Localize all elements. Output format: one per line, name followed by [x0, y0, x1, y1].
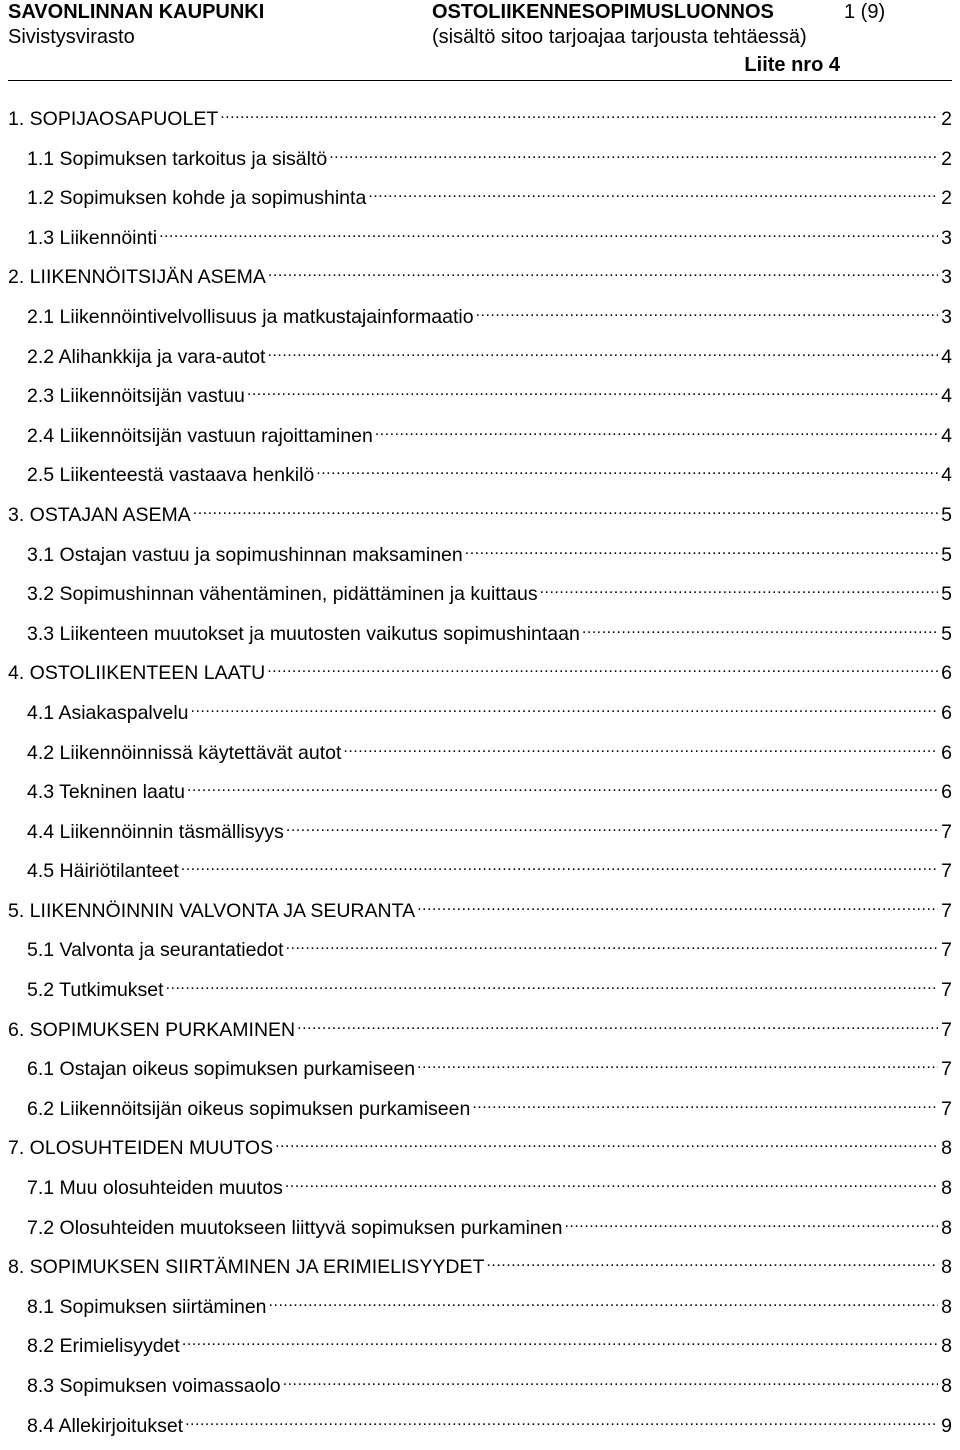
attachment-label: Liite nro 4: [744, 54, 840, 76]
toc-entry-title: 4.5 Häiriötilanteet: [27, 860, 179, 883]
toc-dot-leader: [486, 1253, 938, 1273]
toc-entry[interactable]: [8, 144, 952, 184]
toc-dot-leader: [181, 857, 938, 877]
toc-entry-title: 2.3 Liikennöitsijän vastuu: [27, 385, 245, 408]
toc-entry-page: 8: [941, 1375, 952, 1397]
toc-entry-page: 8: [941, 1256, 952, 1279]
toc-entry-title: 8.4 Allekirjoitukset: [27, 1414, 184, 1437]
toc-entry-page: 4: [941, 345, 952, 368]
toc-dot-leader: [286, 936, 938, 956]
toc-entry-title: 3. OSTAJAN ASEMA: [8, 503, 191, 526]
toc-dot-leader: [247, 382, 938, 402]
toc-entry-page: 6: [941, 701, 952, 724]
toc-dot-leader: [476, 303, 938, 323]
toc-entry-page: 5: [941, 583, 952, 606]
toc-entry-page: 4: [941, 385, 952, 408]
toc-entry-page: 2: [941, 147, 952, 170]
toc-entry-title: 6.1 Ostajan oikeus sopimuksen purkamiseen: [27, 1058, 416, 1081]
toc-entry-title: 7. OLOSUHTEIDEN MUUTOS: [8, 1137, 274, 1160]
toc-entry-title: 5.2 Tutkimukset: [27, 979, 164, 1002]
toc-dot-leader: [267, 343, 938, 363]
toc-entry-page: 2: [941, 108, 952, 130]
toc-entry[interactable]: [8, 1094, 952, 1134]
toc-entry-page: 4: [941, 464, 952, 487]
toc-dot-leader: [187, 778, 938, 798]
toc-entry[interactable]: [8, 1292, 952, 1332]
toc-entry-page: 8: [941, 1216, 952, 1239]
toc-entry[interactable]: [8, 342, 952, 382]
toc-dot-leader: [564, 1214, 938, 1234]
document-subtitle: (sisältö sitoo tarjoajaa tarjousta tehtäessä): [432, 26, 807, 48]
toc-dot-leader: [375, 422, 938, 442]
toc-entry-title: 3.3 Liikenteen muutokset ja muutosten vaikutus sopimushintaan: [27, 622, 580, 645]
toc-entry-page: 8: [941, 1335, 952, 1358]
toc-entry[interactable]: [8, 579, 952, 619]
toc-entry[interactable]: [8, 302, 952, 342]
toc-dot-leader: [472, 1095, 938, 1115]
toc-entry[interactable]: [8, 817, 952, 857]
toc-entry[interactable]: [8, 856, 952, 896]
toc-entry-title: 2.2 Alihankkija ja vara-autot: [27, 345, 266, 368]
toc-entry-page: 7: [941, 820, 952, 843]
toc-entry[interactable]: [8, 975, 952, 1015]
toc-entry-title: 4. OSTOLIIKENTEEN LAATU: [8, 662, 266, 685]
toc-dot-leader: [159, 224, 938, 244]
toc-entry-page: 3: [941, 305, 952, 328]
toc-entry-title: 4.4 Liikennöinnin täsmällisyys: [27, 820, 284, 843]
toc-entry[interactable]: [8, 738, 952, 778]
document-title: OSTOLIIKENNESOPIMUSLUONNOS: [432, 1, 774, 23]
toc-entry-page: 8: [941, 1295, 952, 1318]
header-left: [8, 0, 264, 50]
toc-dot-leader: [329, 145, 938, 165]
toc-entry-title: 5.1 Valvonta ja seurantatiedot: [27, 939, 284, 962]
toc-entry[interactable]: [8, 1054, 952, 1094]
toc-entry-title: 8. SOPIMUKSEN SIIRTÄMINEN JA ERIMIELISYYDET: [8, 1256, 485, 1279]
toc-entry-title: 4.3 Tekninen laatu: [27, 781, 185, 804]
toc-entry[interactable]: [8, 183, 952, 223]
toc-entry[interactable]: [8, 381, 952, 421]
toc-entry[interactable]: [8, 698, 952, 738]
toc-entry[interactable]: [8, 460, 952, 500]
toc-dot-leader: [316, 461, 938, 481]
toc-dot-leader: [417, 1055, 938, 1075]
toc-entry-title: 7.1 Muu olosuhteiden muutos: [27, 1177, 283, 1200]
toc-entry[interactable]: [8, 1331, 952, 1371]
toc-entry-title: 8.3 Sopimuksen voimassaolo: [27, 1375, 281, 1397]
toc-entry-page: 6: [941, 662, 952, 685]
toc-entry-page: 7: [941, 860, 952, 883]
toc-entry[interactable]: [8, 223, 952, 263]
toc-entry-title: 2.1 Liikennöintivelvollisuus ja matkustajainformaatio: [27, 305, 474, 328]
toc-entry[interactable]: [8, 1213, 952, 1253]
toc-entry[interactable]: [8, 619, 952, 659]
toc-entry-title: 1. SOPIJAOSAPUOLET: [8, 108, 219, 130]
toc-entry[interactable]: [8, 104, 952, 144]
toc-entry-page: 3: [941, 226, 952, 249]
toc-dot-leader: [166, 976, 938, 996]
toc-dot-leader: [286, 818, 938, 838]
toc-dot-leader: [297, 1016, 938, 1036]
toc-entry[interactable]: [8, 500, 952, 540]
toc-entry-title: 5. LIIKENNÖINNIN VALVONTA JA SEURANTA: [8, 899, 416, 922]
toc-dot-leader: [285, 1174, 938, 1194]
toc-entry[interactable]: [8, 262, 952, 302]
toc-entry-title: 1.1 Sopimuksen tarkoitus ja sisältö: [27, 147, 328, 170]
toc-entry-title: 7.2 Olosuhteiden muutokseen liittyvä sopimuksen purkaminen: [27, 1216, 563, 1239]
toc-entry-title: 3.2 Sopimushinnan vähentäminen, pidättäminen ja kuittaus: [27, 583, 538, 606]
toc-entry-page: 5: [941, 622, 952, 645]
toc-entry-page: 7: [941, 1018, 952, 1041]
organization-name: SAVONLINNAN KAUPUNKI: [8, 1, 265, 23]
table-of-contents: [8, 104, 952, 1450]
document-header: [8, 0, 952, 81]
toc-entry-page: 9: [941, 1414, 952, 1437]
toc-entry-page: 3: [941, 266, 952, 289]
toc-entry-page: 4: [941, 424, 952, 447]
toc-dot-leader: [269, 1293, 938, 1313]
toc-entry-title: 2.5 Liikenteestä vastaava henkilö: [27, 464, 315, 487]
toc-entry-title: 1.2 Sopimuksen kohde ja sopimushinta: [27, 187, 367, 210]
toc-entry-title: 2.4 Liikennöitsijän vastuun rajoittaminen: [27, 424, 373, 447]
toc-entry-title: 8.1 Sopimuksen siirtäminen: [27, 1295, 267, 1318]
toc-entry-page: 6: [941, 781, 952, 804]
toc-entry-page: 7: [941, 939, 952, 962]
toc-dot-leader: [283, 1372, 938, 1392]
toc-entry-page: 5: [941, 543, 952, 566]
toc-dot-leader: [182, 1332, 938, 1352]
header-center: [432, 0, 872, 50]
toc-dot-leader: [220, 105, 938, 125]
toc-entry[interactable]: [8, 1371, 952, 1411]
toc-entry[interactable]: [8, 1173, 952, 1213]
toc-dot-leader: [185, 1412, 938, 1432]
toc-entry-page: 7: [941, 1058, 952, 1081]
department-name: Sivistysvirasto: [8, 26, 135, 48]
toc-dot-leader: [368, 184, 938, 204]
toc-entry[interactable]: [8, 421, 952, 461]
toc-entry[interactable]: [8, 1133, 952, 1173]
toc-entry[interactable]: [8, 1015, 952, 1055]
toc-entry-page: 6: [941, 741, 952, 764]
toc-entry-title: 1.3 Liikennöinti: [27, 226, 158, 249]
toc-entry-title: 2. LIIKENNÖITSIJÄN ASEMA: [8, 266, 266, 289]
toc-entry-title: 4.1 Asiakaspalvelu: [27, 701, 189, 724]
toc-entry[interactable]: [8, 935, 952, 975]
toc-dot-leader: [417, 897, 938, 917]
toc-dot-leader: [540, 580, 938, 600]
toc-dot-leader: [582, 620, 938, 640]
toc-entry-title: 8.2 Erimielisyydet: [27, 1335, 180, 1358]
toc-entry[interactable]: [8, 658, 952, 698]
toc-entry[interactable]: [8, 896, 952, 936]
toc-entry-page: 2: [941, 187, 952, 210]
toc-entry[interactable]: [8, 1252, 952, 1292]
toc-entry-page: 8: [941, 1137, 952, 1160]
toc-dot-leader: [193, 501, 938, 521]
toc-dot-leader: [268, 263, 938, 283]
toc-entry-page: 7: [941, 899, 952, 922]
toc-dot-leader: [465, 541, 938, 561]
toc-entry-title: 6.2 Liikennöitsijän oikeus sopimuksen purkamiseen: [27, 1097, 471, 1120]
toc-entry-page: 5: [941, 503, 952, 526]
toc-entry[interactable]: [8, 1411, 952, 1450]
toc-entry-title: 4.2 Liikennöinnissä käytettävät autot: [27, 741, 342, 764]
toc-entry-title: 3.1 Ostajan vastuu ja sopimushinnan maksaminen: [27, 543, 463, 566]
toc-dot-leader: [191, 699, 938, 719]
toc-entry-page: 7: [941, 979, 952, 1002]
page-indicator: 1 (9): [844, 1, 886, 23]
toc-entry[interactable]: [8, 540, 952, 580]
toc-entry-page: 8: [941, 1177, 952, 1200]
toc-dot-leader: [275, 1134, 938, 1154]
toc-entry[interactable]: [8, 777, 952, 817]
toc-dot-leader: [343, 739, 938, 759]
toc-dot-leader: [267, 659, 938, 679]
toc-entry-page: 7: [941, 1097, 952, 1120]
toc-entry-title: 6. SOPIMUKSEN PURKAMINEN: [8, 1018, 296, 1041]
